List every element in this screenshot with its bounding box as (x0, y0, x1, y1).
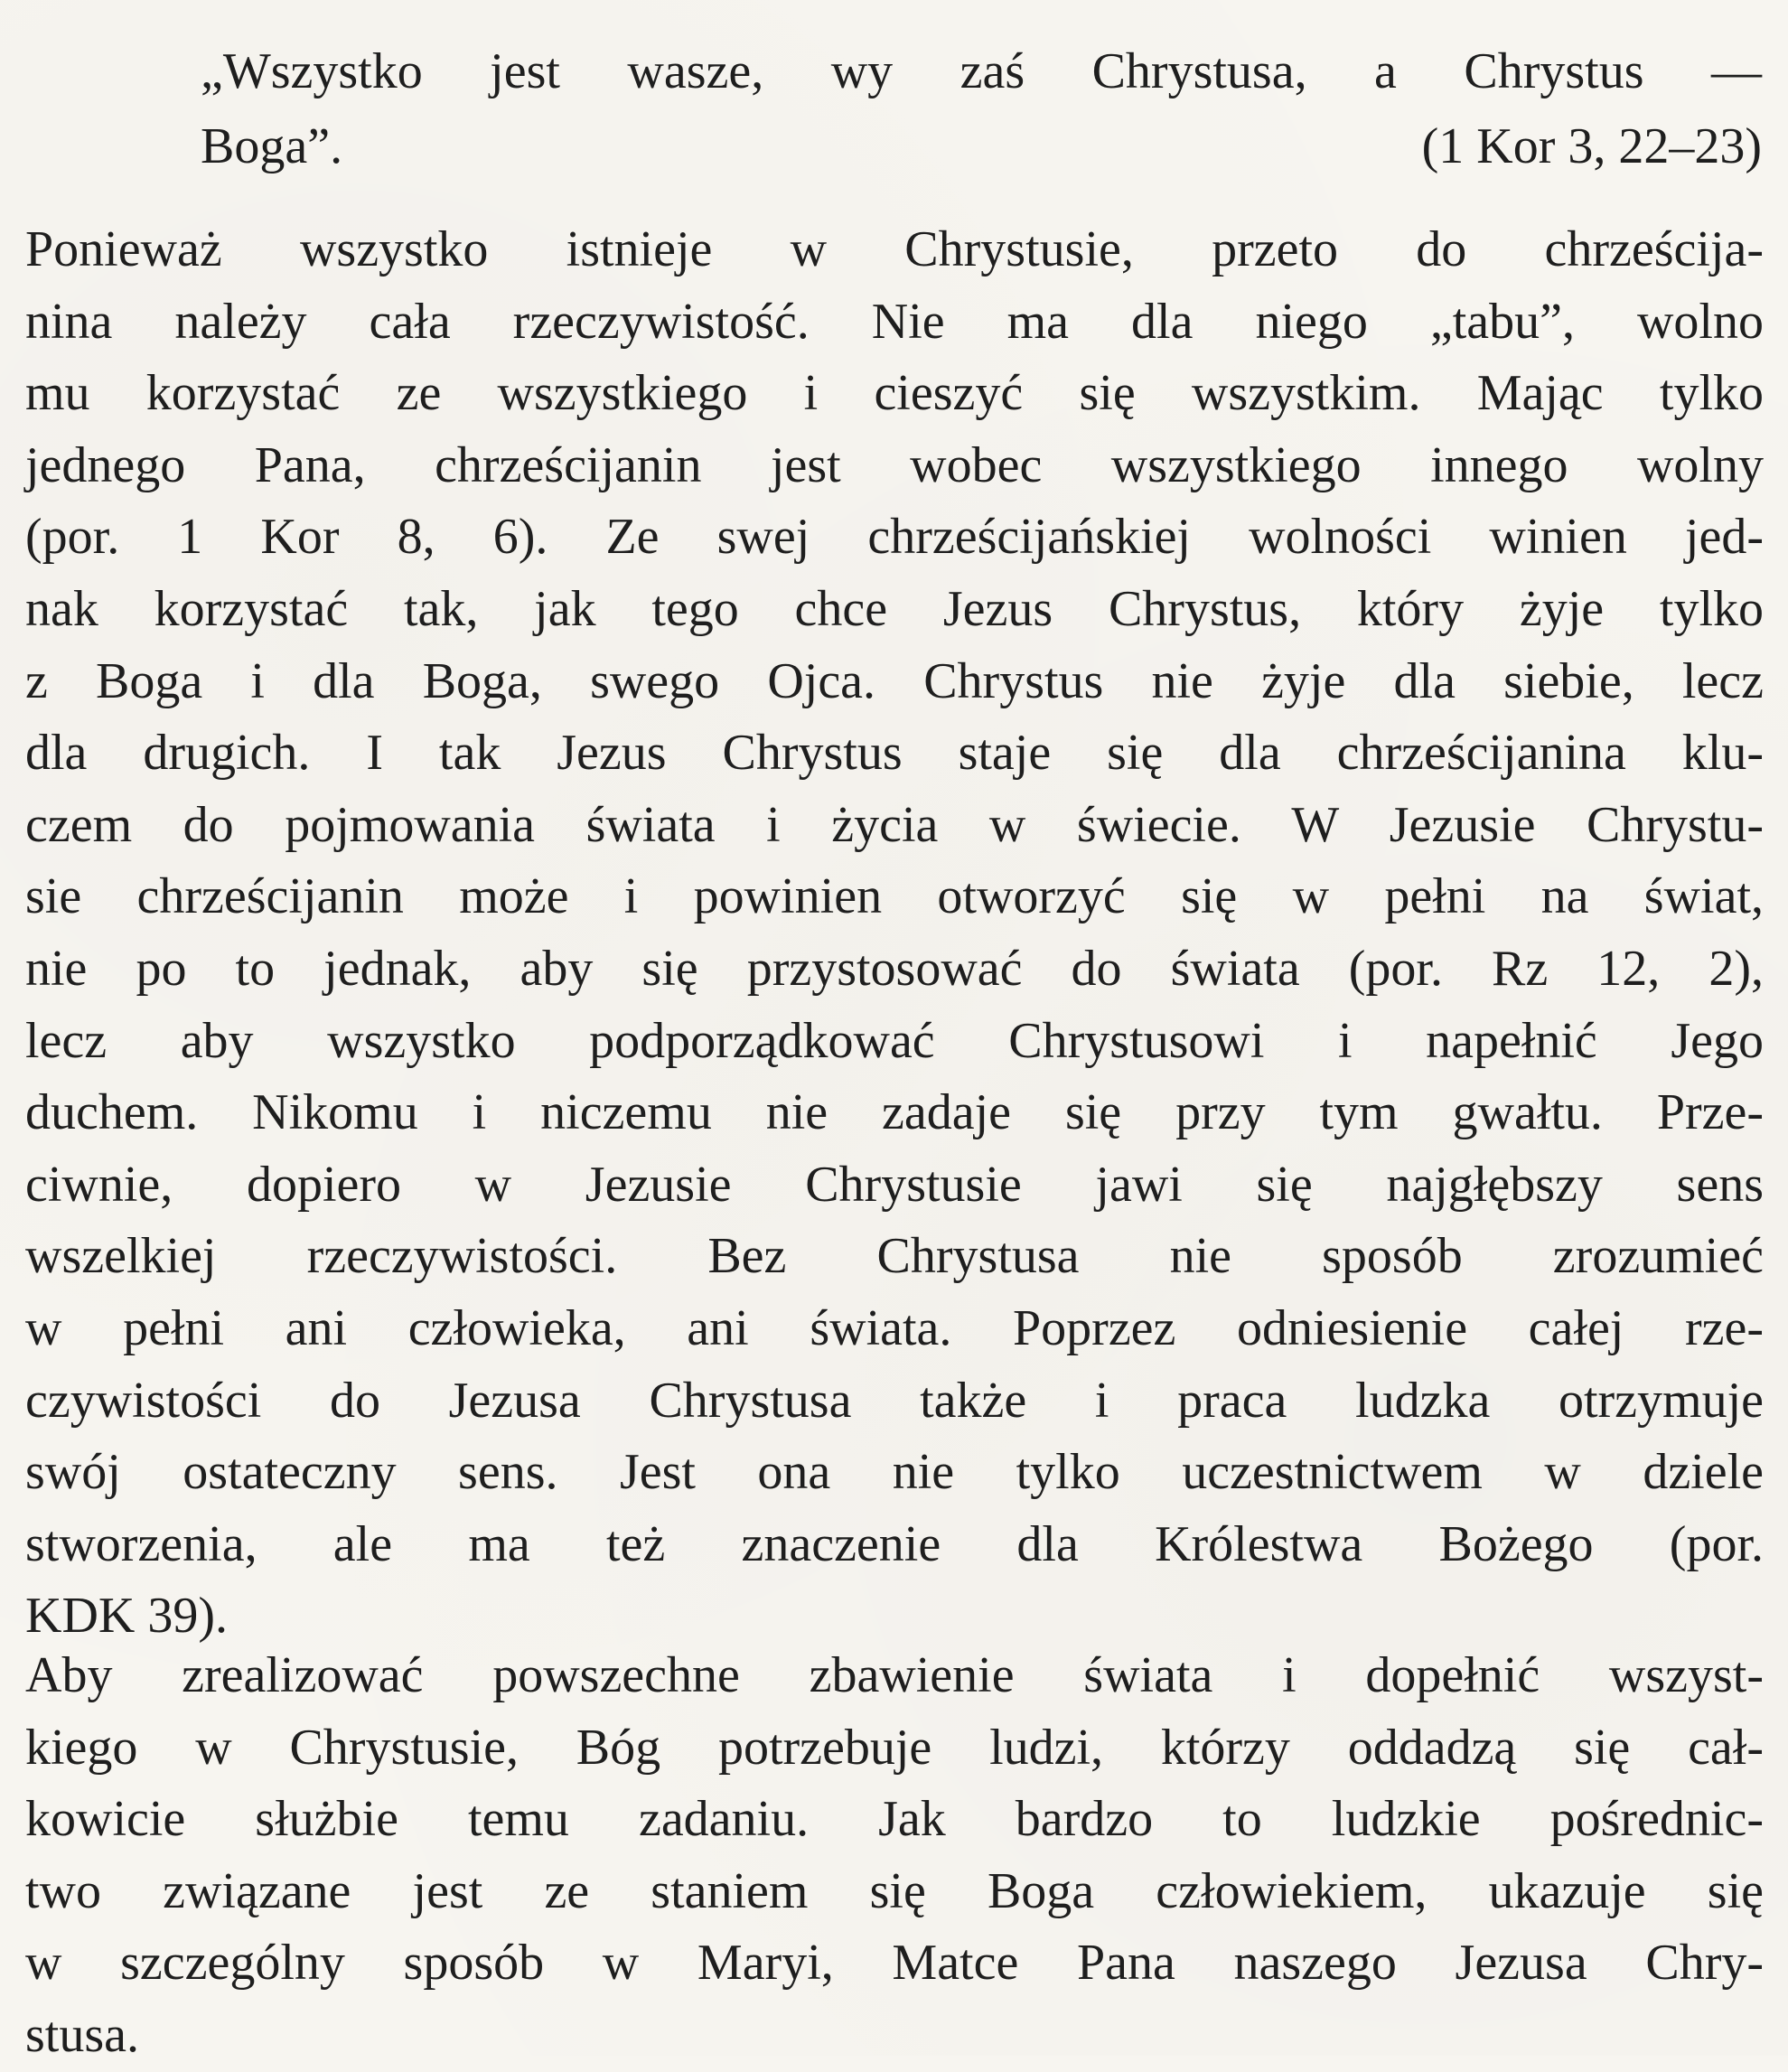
text-line: z Boga i dla Boga, swego Ojca. Chrystus nie żyje dla siebie, lecz (25, 652, 1764, 709)
text-line: mu korzystać ze wszystkiego i cieszyć się wszystkim. Mając tylko (25, 365, 1764, 422)
text-line: lecz aby wszystko podporządkować Chrystusowi i napełnić Jego (25, 1012, 1764, 1069)
text-line: czem do pojmowania świata i życia w świecie. W Jezusie Chrystu- (25, 796, 1764, 853)
text-line: czywistości do Jezusa Chrystusa także i praca ludzka otrzymuje (25, 1372, 1764, 1429)
text-line: ciwnie, dopiero w Jezusie Chrystusie jawi się najgłębszy sens (25, 1156, 1764, 1213)
text-line: Ponieważ wszystko istnieje w Chrystusie, przeto do chrześcija- (25, 221, 1764, 277)
text-line: wszelkiej rzeczywistości. Bez Chrystusa nie sposób zrozumieć (25, 1228, 1764, 1285)
text-line: kowicie służbie temu zadaniu. Jak bardzo to ludzkie pośrednic- (25, 1791, 1764, 1848)
text-line: (por. 1 Kor 8, 6). Ze swej chrześcijańskiej wolności winien jed- (25, 509, 1764, 566)
paragraph-1 (25, 214, 1764, 1653)
epigraph-quote (201, 34, 1762, 184)
epigraph-line-2 (201, 109, 1762, 184)
text-line: jednego Pana, chrześcijanin jest wobec wszystkiego innego wolny (25, 436, 1764, 493)
text-line: dla drugich. I tak Jezus Chrystus staje się dla chrześcijanina klu- (25, 725, 1764, 782)
text-line: w pełni ani człowieka, ani świata. Poprzez odniesienie całej rze- (25, 1299, 1764, 1356)
epigraph-reference: (1 Kor 3, 22–23) (1421, 118, 1762, 174)
text-line: sie chrześcijanin może i powinien otworzyć się w pełni na świat, (25, 868, 1764, 925)
epigraph-line-2-text: Boga”. (201, 118, 343, 174)
text-line: nie po to jednak, aby się przystosować do świata (por. Rz 12, 2), (25, 940, 1764, 997)
text-line: kiego w Chrystusie, Bóg potrzebuje ludzi, którzy oddadzą się cał- (25, 1719, 1764, 1776)
text-line: stworzenia, ale ma też znaczenie dla Królestwa Bożego (por. (25, 1515, 1764, 1572)
text-line: nak korzystać tak, jak tego chce Jezus Chrystus, który żyje tylko (25, 580, 1764, 637)
text-line: w szczególny sposób w Maryi, Matce Pana naszego Jezusa Chry- (25, 1935, 1764, 1992)
text-line: duchem. Nikomu i niczemu nie zadaje się przy tym gwałtu. Prze- (25, 1084, 1764, 1141)
epigraph-line-1: „Wszystko jest wasze, wy zaś Chrystusa, a Chrystus — (201, 43, 1762, 99)
text-line: Aby zrealizować powszechne zbawienie świata i dopełnić wszyst- (25, 1647, 1764, 1703)
text-line: nina należy cała rzeczywistość. Nie ma dla niego „tabu”, wolno (25, 293, 1764, 350)
paragraph-2 (25, 1640, 1764, 2072)
text-line: stusa. (25, 2006, 139, 2063)
text-line: two związane jest ze staniem się Boga człowiekiem, ukazuje się (25, 1862, 1764, 1919)
text-line: swój ostateczny sens. Jest ona nie tylko uczestnictwem w dziele (25, 1444, 1764, 1501)
text-line: KDK 39). (25, 1588, 228, 1645)
